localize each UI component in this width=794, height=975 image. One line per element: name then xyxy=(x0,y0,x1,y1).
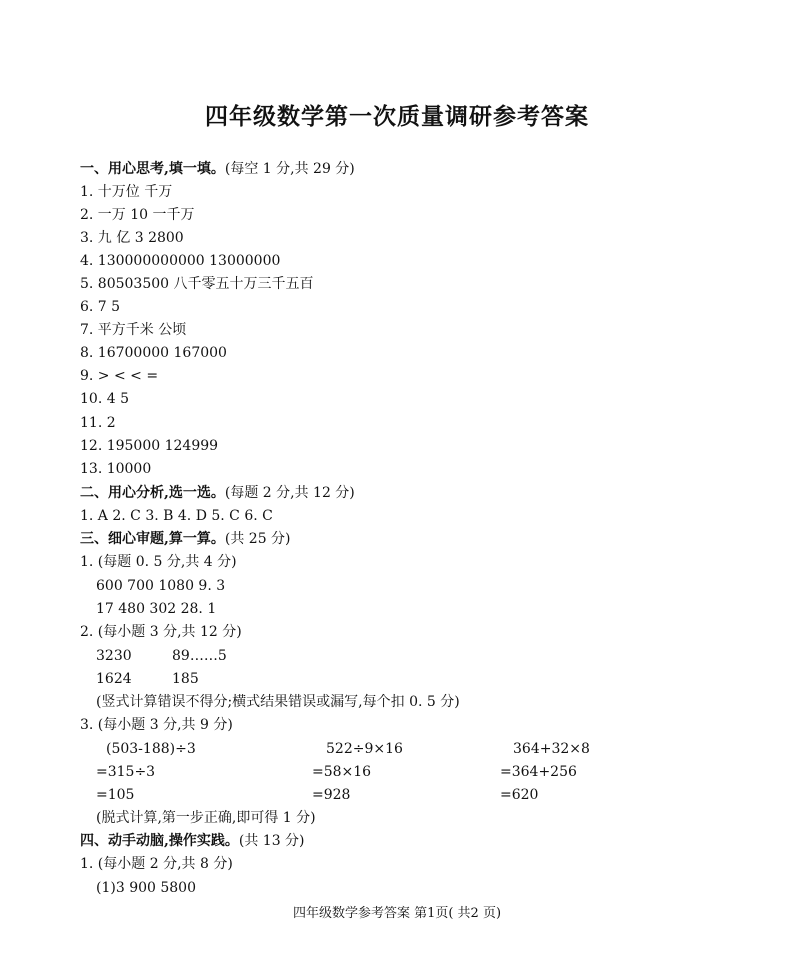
question-head: 1. (每题 0. 5 分,共 4 分) xyxy=(80,554,237,570)
section-3-header xyxy=(80,530,291,548)
section-3-heading: 三、细心审题,算一算。 xyxy=(80,531,225,547)
answer-line: 3. 九 亿 3 2800 xyxy=(80,230,184,246)
answer-cell: 1624 xyxy=(96,671,132,687)
page-footer: 四年级数学参考答案 第1页( 共2 页) xyxy=(292,906,502,921)
scoring-note: (竖式计算错误不得分;横式结果错误或漏写,每个扣 0. 5 分) xyxy=(96,694,460,710)
section-4-note: (共 13 分) xyxy=(238,833,305,849)
page-title: 四年级数学第一次质量调研参考答案 xyxy=(205,103,589,130)
answer-row: 600 700 1080 9. 3 xyxy=(96,578,226,594)
section-2-heading: 二、用心分析,选一选。 xyxy=(80,485,225,501)
section-3-note: (共 25 分) xyxy=(224,531,291,547)
answer-cell: 185 xyxy=(172,671,199,687)
answer-line: 2. 一万 10 一千万 xyxy=(80,207,195,223)
calc-step: =364+256 xyxy=(500,764,577,780)
calc-step: 522÷9×16 xyxy=(326,741,403,757)
calc-step: =58×16 xyxy=(312,764,372,780)
answer-row: (1)3 900 5800 xyxy=(96,880,196,896)
answer-line: 11. 2 xyxy=(80,415,116,431)
answer-line: 5. 80503500 八千零五十万三千五百 xyxy=(80,276,314,292)
answer-line: 1. 十万位 千万 xyxy=(80,184,173,200)
answer-line: 4. 130000000000 13000000 xyxy=(80,253,281,269)
answer-cell: 3230 xyxy=(96,648,132,664)
section-2-header xyxy=(80,484,355,502)
section-1-header xyxy=(80,160,355,178)
section-1-note: (每空 1 分,共 29 分) xyxy=(224,161,355,177)
answer-line: 9. > < < = xyxy=(80,368,159,384)
calc-step: =315÷3 xyxy=(96,764,156,780)
section-1-heading: 一、用心思考,填一填。 xyxy=(80,161,225,177)
question-head: 2. (每小题 3 分,共 12 分) xyxy=(80,624,242,640)
section-2-note: (每题 2 分,共 12 分) xyxy=(224,485,355,501)
answer-line: 12. 195000 124999 xyxy=(80,438,219,454)
calc-step: =105 xyxy=(96,787,135,803)
calc-step: 364+32×8 xyxy=(513,741,590,757)
calc-step: =928 xyxy=(312,787,351,803)
answer-line: 13. 10000 xyxy=(80,461,152,477)
choice-answers: 1. A 2. C 3. B 4. D 5. C 6. C xyxy=(80,508,273,524)
answer-line: 8. 16700000 167000 xyxy=(80,345,227,361)
answer-line: 10. 4 5 xyxy=(80,391,129,407)
answer-cell: 89……5 xyxy=(172,648,227,664)
scoring-note: (脱式计算,第一步正确,即可得 1 分) xyxy=(96,810,316,826)
calc-step: (503-188)÷3 xyxy=(106,741,196,757)
section-4-header xyxy=(80,832,305,850)
calc-step: =620 xyxy=(500,787,539,803)
answer-row: 17 480 302 28. 1 xyxy=(96,601,217,617)
question-head: 1. (每小题 2 分,共 8 分) xyxy=(80,856,233,872)
answer-line: 7. 平方千米 公顷 xyxy=(80,322,187,338)
answer-line: 6. 7 5 xyxy=(80,299,121,315)
question-head: 3. (每小题 3 分,共 9 分) xyxy=(80,717,233,733)
section-4-heading: 四、动手动脑,操作实践。 xyxy=(80,833,239,849)
